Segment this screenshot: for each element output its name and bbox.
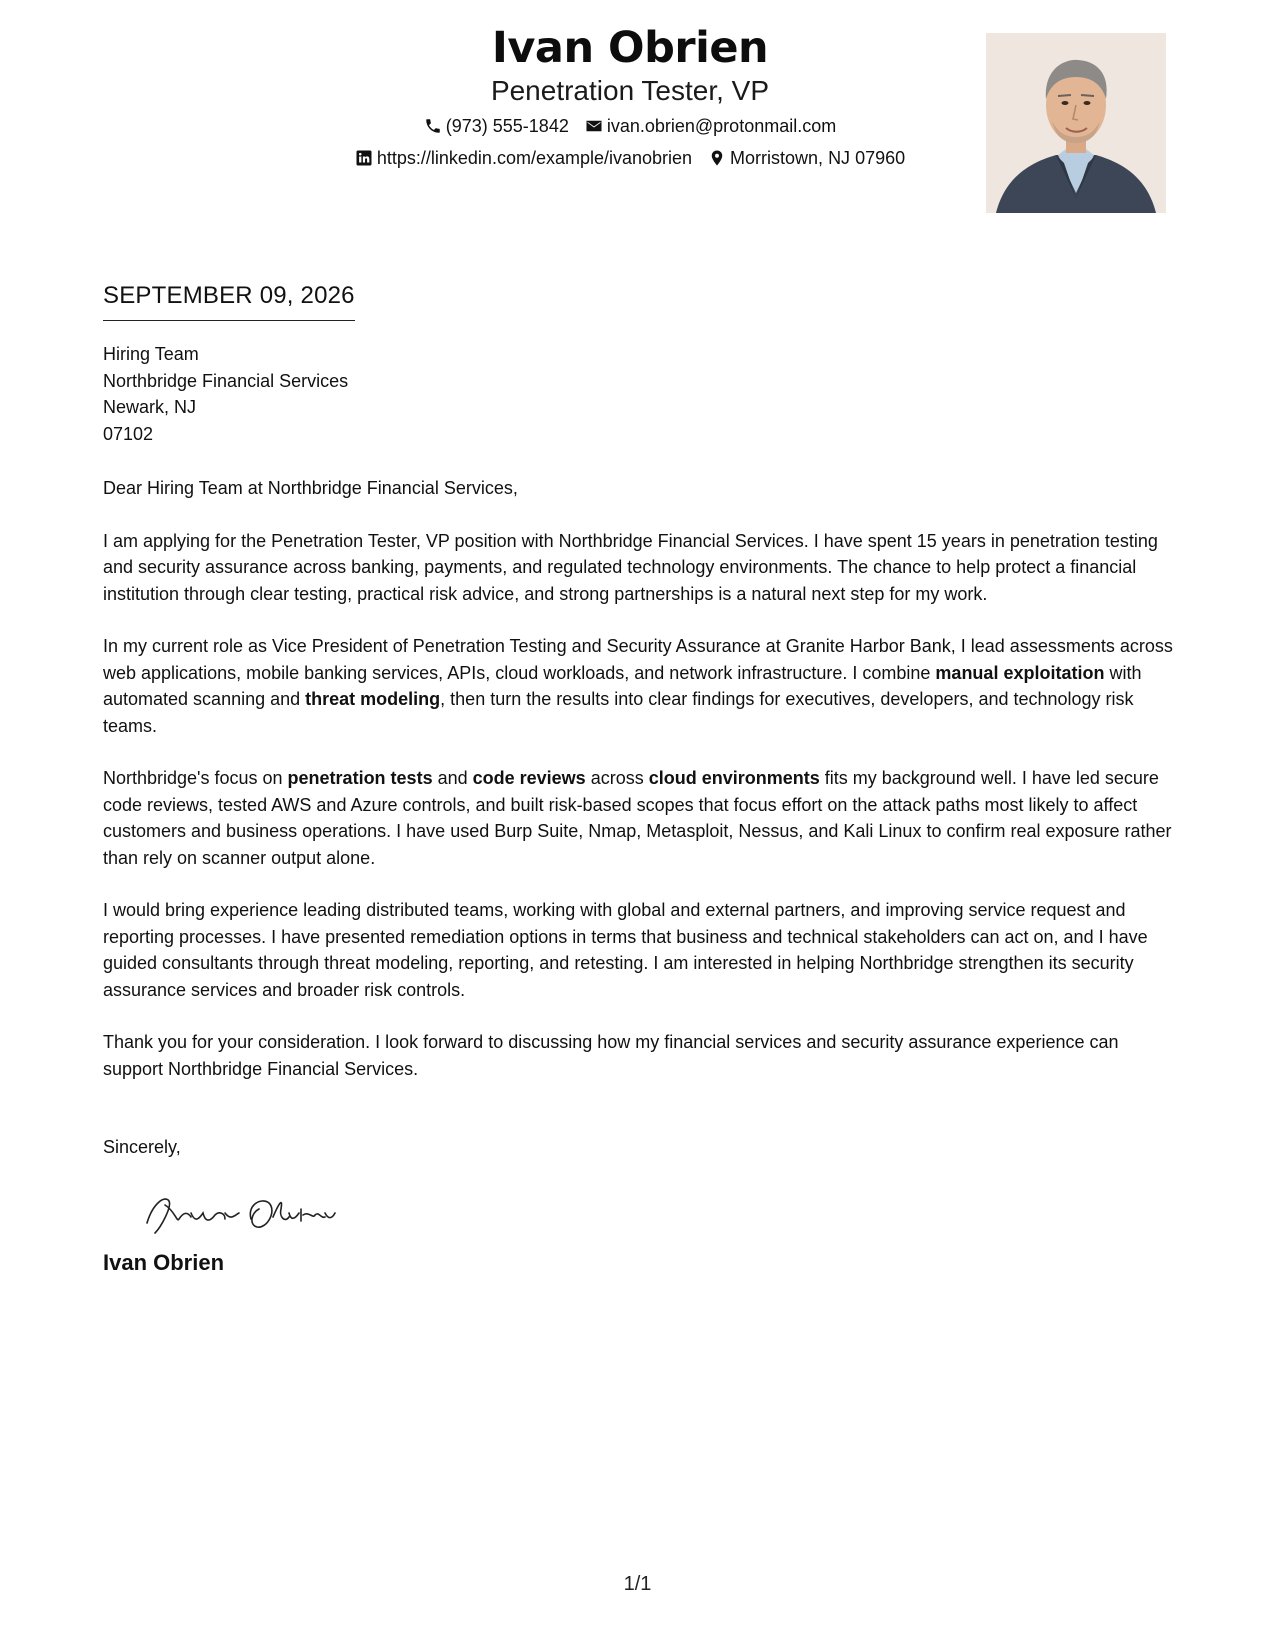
paragraph-2-bold: threat modeling bbox=[305, 689, 441, 709]
map-pin-icon bbox=[708, 149, 726, 167]
paragraph-3-bold: penetration tests bbox=[287, 768, 433, 788]
recipient-line: Hiring Team bbox=[103, 344, 199, 364]
contact-linkedin[interactable] bbox=[355, 146, 692, 170]
letter-header bbox=[300, 22, 960, 170]
contact-line-2 bbox=[300, 146, 960, 170]
handwritten-signature bbox=[139, 1183, 339, 1243]
recipient-block bbox=[103, 341, 1178, 447]
paragraph-3-text: and bbox=[432, 768, 473, 788]
paragraph-3-text: fits my background well. I have led secure code reviews, tested AWS and Azure controls, and built risk-based scopes that focus effort on the attack paths most likely to affect customers and business operations. I have used Burp Suite, Nmap, Metasploit, Nessus, and Kali Linux to confirm real exposure rather than rely on scanner output alone. bbox=[103, 768, 1172, 868]
contact-email[interactable] bbox=[585, 114, 836, 138]
paragraph-3-bold: cloud environments bbox=[648, 768, 820, 788]
page-indicator: 1/1 bbox=[623, 1573, 652, 1595]
recipient-zip: 07102 bbox=[103, 423, 154, 444]
email-text: ivan.obrien@protonmail.com bbox=[606, 116, 837, 136]
signer-name: Ivan Obrien bbox=[103, 1249, 225, 1275]
phone-icon bbox=[424, 117, 442, 135]
closing: Sincerely, bbox=[103, 1137, 181, 1157]
applicant-title: Penetration Tester, VP bbox=[490, 75, 770, 106]
paragraph-2-text: In my current role as Vice President of Penetration Testing and Security Assurance at Granite Harbor Bank, I lead assessments across web applications, mobile banking services, APIs, cloud workloads, and network infrastructure. I combine bbox=[103, 636, 1173, 683]
salutation: Dear Hiring Team at Northbridge Financial Services, bbox=[103, 478, 518, 498]
linkedin-text: https://linkedin.com/example/ivanobrien bbox=[376, 148, 693, 168]
paragraph-4: I would bring experience leading distributed teams, working with global and external partners, and improving service request and reporting processes. I have presented remediation options in terms that business and technical stakeholders can act on, and I have guided consultants through threat modeling, reporting, and retesting. I am interested in helping Northbridge strengthen its security assurance services and broader risk controls. bbox=[103, 900, 1148, 1000]
paragraph-1: I am applying for the Penetration Tester, VP position with Northbridge Financial Services. I have spent 15 years in penetration testing and security assurance across banking, payments, and regulated technology environments. The chance to help protect a financial institution through clear testing, practical risk advice, and strong partnerships is a natural next step for my work. bbox=[103, 530, 1158, 604]
portrait-photo bbox=[986, 33, 1166, 213]
letter-date: SEPTEMBER 09, 2026 bbox=[103, 280, 355, 321]
paragraph-3-text: Northbridge's focus on bbox=[103, 768, 288, 788]
paragraph-3 bbox=[103, 765, 1178, 871]
linkedin-icon bbox=[355, 149, 373, 167]
paragraph-3-bold: code reviews bbox=[472, 768, 586, 788]
location-text: Morristown, NJ 07960 bbox=[730, 148, 906, 168]
applicant-name: Ivan Obrien bbox=[491, 23, 769, 73]
phone-text: (973) 555-1842 bbox=[445, 116, 569, 136]
contact-location bbox=[708, 146, 905, 170]
paragraph-5: Thank you for your consideration. I look forward to discussing how my financial services and security assurance experience can support Northbridge Financial Services. bbox=[103, 1032, 1119, 1079]
paragraph-3-text: across bbox=[585, 768, 649, 788]
paragraph-2 bbox=[103, 633, 1178, 739]
letter-body bbox=[103, 280, 1178, 1277]
contact-line-1 bbox=[300, 114, 960, 138]
envelope-icon bbox=[585, 117, 603, 135]
paragraph-2-text: with automated scanning and bbox=[103, 662, 1142, 709]
recipient-city: Newark, NJ bbox=[103, 397, 197, 417]
paragraph-2-text: , then turn the results into clear findings for executives, developers, and technology risk teams. bbox=[103, 689, 1134, 736]
contact-phone bbox=[424, 114, 569, 138]
paragraph-2-bold: manual exploitation bbox=[935, 662, 1105, 683]
recipient-company: Northbridge Financial Services bbox=[103, 370, 349, 391]
